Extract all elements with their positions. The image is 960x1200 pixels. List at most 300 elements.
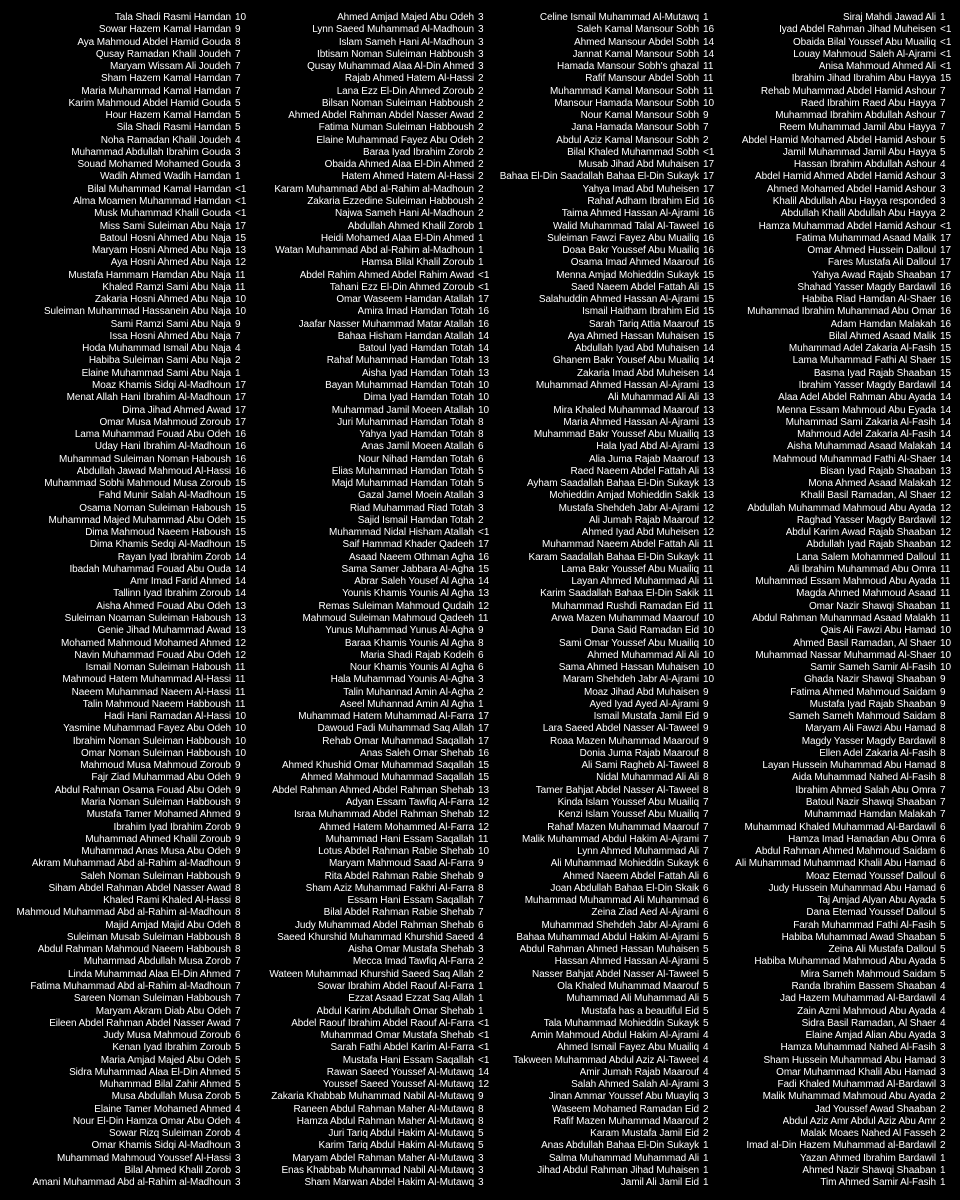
age-value: 3 [235, 1140, 241, 1152]
list-item [722, 159, 954, 171]
age-value: 5 [703, 931, 709, 943]
person-name: Saed Naeem Abdel Fattah Ali [571, 281, 699, 293]
age-value: 6 [478, 441, 484, 453]
person-name: Abdullah Ahmed Khalil Zorob [347, 220, 474, 232]
age-value: 12 [478, 600, 490, 612]
person-name: Jannat Kamal Mansour Sobh [572, 48, 699, 60]
list-item [493, 969, 717, 981]
age-value: 9 [703, 686, 709, 698]
person-name: Roaa Mazen Muhammad Maarouf [549, 735, 699, 747]
list-item [252, 907, 492, 919]
list-item [493, 1030, 717, 1042]
list-item [252, 871, 492, 883]
list-item [493, 1128, 717, 1140]
age-value: 13 [703, 392, 715, 404]
list-item [722, 392, 954, 404]
person-name: Ismail Mustafa Jamil Eid [593, 711, 699, 723]
age-value: 17 [940, 269, 952, 281]
age-value: 14 [703, 367, 715, 379]
list-item [0, 687, 249, 699]
list-item [493, 736, 717, 748]
list-item [493, 809, 717, 821]
age-value: 6 [478, 649, 484, 661]
age-value: 5 [478, 1140, 484, 1152]
person-name: Omar Waseem Hamdan Atallah [336, 294, 474, 306]
list-item [252, 1153, 492, 1165]
list-item [252, 380, 492, 392]
person-name: Lana Ezz El-Din Ahmed Zoroub [336, 85, 474, 97]
age-value: 13 [703, 453, 715, 465]
list-item [493, 380, 717, 392]
list-item [722, 613, 954, 625]
age-value: 17 [235, 416, 247, 428]
list-item [252, 969, 492, 981]
person-name: Ali Muhammad Ali Ali [607, 392, 699, 404]
list-item [493, 490, 717, 502]
person-name: Elaine Muhammad Fayez Abu Odeh [316, 134, 474, 146]
list-item [0, 73, 249, 85]
list-item [252, 478, 492, 490]
list-item [252, 466, 492, 478]
age-value: 10 [478, 392, 490, 404]
age-value: 1 [478, 232, 484, 244]
list-item [722, 822, 954, 834]
list-item [722, 662, 954, 674]
list-item [0, 993, 249, 1005]
list-item [722, 257, 954, 269]
age-value: 12 [478, 821, 490, 833]
list-item [722, 1104, 954, 1116]
person-name: Dima Iyad Hamdan Totah [363, 392, 474, 404]
person-name: Mustafa Hani Essam Saqallah [342, 1054, 474, 1066]
age-value: 9 [940, 698, 946, 710]
list-item [252, 895, 492, 907]
person-name: Eileen Abdel Rahman Abdel Nasser Awad [49, 1017, 231, 1029]
list-item [722, 110, 954, 122]
age-value: 3 [478, 61, 484, 73]
list-item [0, 24, 249, 36]
list-item [493, 625, 717, 637]
age-value: 2 [478, 110, 484, 122]
list-item [0, 552, 249, 564]
person-name: Muhammad Ibrahim Muhammad Abu Omar [747, 306, 936, 318]
age-value: 4 [235, 134, 241, 146]
person-name: Naeem Muhammad Naeem Al-Hassi [71, 686, 231, 698]
list-item [252, 196, 492, 208]
person-name: Ayham Saadallah Bahaa El-Din Sukayk [527, 478, 699, 490]
age-value: 16 [235, 441, 247, 453]
person-name: Elaine Tamer Mohamed Ahmed [94, 1103, 231, 1115]
age-value: 1 [703, 1140, 709, 1152]
list-item [252, 527, 492, 539]
list-item [722, 564, 954, 576]
list-item [0, 650, 249, 662]
age-value: 15 [235, 502, 247, 514]
list-item [493, 1042, 717, 1054]
list-item [0, 61, 249, 73]
age-value: 1 [940, 12, 946, 23]
person-name: Maryam Ali Fawzi Abu Hamad [805, 723, 936, 735]
list-item [493, 257, 717, 269]
person-name: Maryam Wissam Ali Joudeh [110, 61, 231, 73]
person-name: Abdel Hamid Ahmed Abdel Hamid Ashour [755, 171, 936, 183]
person-name: Anas Saleh Omar Shehab [360, 747, 474, 759]
list-item [722, 981, 954, 993]
age-value: 13 [703, 429, 715, 441]
person-name: Linda Muhammad Alaa El-Din Ahmed [67, 968, 231, 980]
person-name: Bahaa El-Din Saadallah Bahaa El-Din Sukayk [499, 171, 699, 183]
age-value: 8 [940, 772, 946, 784]
person-name: Muhammad Sami Zakaria Al-Fasih [785, 416, 936, 428]
age-value: 1 [703, 12, 709, 23]
age-value: 5 [235, 1054, 241, 1066]
list-item [722, 343, 954, 355]
age-value: 5 [235, 110, 241, 122]
person-name: Karam Mustafa Jamil Eid [590, 1128, 699, 1140]
age-value: 4 [940, 980, 946, 992]
person-name: Yahya Imad Abd Muheisen [582, 183, 699, 195]
list-item [0, 257, 249, 269]
list-item [493, 221, 717, 233]
person-name: Suleiman Fawzi Fayez Abu Muailiq [547, 232, 699, 244]
list-item [252, 331, 492, 343]
list-item [0, 147, 249, 159]
person-name: Menna Amjad Mohieddin Sukayk [556, 269, 699, 281]
person-name: Maryam Hosni Ahmed Abu Naja [91, 245, 231, 257]
age-value: 16 [703, 257, 715, 269]
age-value: 9 [703, 698, 709, 710]
age-value: 13 [703, 404, 715, 416]
person-name: Amira Imad Hamdan Totah [357, 306, 474, 318]
age-value: 16 [235, 429, 247, 441]
list-item [252, 184, 492, 196]
list-item [252, 981, 492, 993]
age-value: 16 [703, 195, 715, 207]
list-item [0, 368, 249, 380]
person-name: Shahad Yasser Magdy Bardawil [797, 281, 936, 293]
person-name: Hamza Imad Hamadan Abu Omra [788, 833, 936, 845]
list-item [0, 37, 249, 49]
person-name: Anisa Mahmoud Ahmed Ali [818, 61, 936, 73]
person-name: Kenzi Islam Youssef Abu Muailiq [558, 809, 699, 821]
list-item [0, 1116, 249, 1128]
list-item [493, 858, 717, 870]
list-item [493, 331, 717, 343]
age-value: 15 [235, 232, 247, 244]
age-value: 8 [235, 907, 241, 919]
age-value: 13 [478, 588, 490, 600]
list-item [722, 1018, 954, 1030]
age-value: 11 [235, 686, 246, 698]
age-value: 1 [478, 257, 484, 269]
list-item [0, 588, 249, 600]
age-value: 2 [478, 97, 484, 109]
person-name: Abrar Saleh Yousef Al Agha [354, 576, 474, 588]
list-item [722, 785, 954, 797]
age-value: 12 [235, 649, 247, 661]
person-name: Aida Muhammad Nahed Al-Fasih [792, 772, 936, 784]
list-item [0, 122, 249, 134]
person-name: Navin Muhammad Fouad Abu Odeh [74, 649, 231, 661]
age-value: <1 [703, 146, 715, 158]
age-value: 17 [478, 294, 490, 306]
list-item [722, 846, 954, 858]
age-value: 7 [235, 993, 241, 1005]
age-value: 5 [235, 97, 241, 109]
list-item [252, 147, 492, 159]
list-item [252, 772, 492, 784]
age-value: 1 [478, 993, 484, 1005]
person-name: Tamer Bahjat Abdel Nasser Al-Taweel [535, 784, 699, 796]
person-name: Muhammad Nidal Hisham Atallah [329, 527, 474, 539]
age-value: 15 [478, 760, 490, 772]
age-value: 13 [703, 465, 715, 477]
person-name: Judy Musa Mahmoud Zoroub [103, 1030, 231, 1042]
list-item [722, 171, 954, 183]
list-item [252, 687, 492, 699]
age-value: 9 [703, 711, 709, 723]
person-name: Hassan Ibrahim Abdullah Ashour [793, 159, 936, 171]
person-name: Abdul Rahman Osama Fouad Abu Odeh [54, 784, 231, 796]
person-name: Jana Hamada Mansour Sobh [571, 122, 699, 134]
list-item [252, 920, 492, 932]
list-item [0, 932, 249, 944]
list-item [252, 1018, 492, 1030]
age-value: 8 [235, 895, 241, 907]
list-item [722, 650, 954, 662]
person-name: Mahmoud Adel Zakaria Al-Fasih [797, 429, 936, 441]
age-value: 17 [703, 183, 715, 195]
list-item [493, 233, 717, 245]
person-name: Sowar Ibrahim Abdel Raouf Al-Farra [317, 980, 474, 992]
person-name: Zeina Ali Mustafa Dalloul [828, 944, 936, 956]
age-value: 2 [703, 1128, 709, 1140]
age-value: 12 [235, 257, 247, 269]
age-value: 6 [703, 907, 709, 919]
age-value: 9 [235, 797, 241, 808]
person-name: Layan Ahmed Muhammad Ali [571, 576, 699, 588]
list-item [722, 1177, 954, 1189]
age-value: <1 [235, 195, 247, 207]
list-item [722, 809, 954, 821]
person-name: Ibrahim Jihad Ibrahim Abu Hayya [791, 73, 936, 85]
age-value: 7 [235, 1017, 241, 1029]
age-value: 16 [478, 306, 490, 318]
person-name: Abdullah Iyad Abd Muhaisen [574, 343, 699, 355]
person-name: Habiba Muhammad Awad Shaaban [781, 931, 936, 943]
person-name: Khalil Abdullah Abu Hayya responded [772, 195, 936, 207]
list-item [0, 1055, 249, 1067]
person-name: Judy Hussein Muhammad Abu Hamad [768, 882, 936, 894]
list-item [493, 1140, 717, 1152]
age-value: 15 [703, 318, 715, 330]
person-name: Siham Abdel Rahman Abdel Nasser Awad [48, 882, 231, 894]
age-value: 12 [478, 1079, 490, 1091]
person-name: Omar Nazir Shawqi Shaaban [808, 600, 936, 612]
age-value: 9 [235, 809, 241, 821]
person-name: Miss Sami Suleiman Abu Naja [99, 220, 231, 232]
list-item [493, 920, 717, 932]
list-item [493, 1091, 717, 1103]
age-value: 9 [478, 858, 484, 870]
age-value: 11 [235, 698, 246, 710]
list-item [493, 944, 717, 956]
person-name: Kinda Islam Youssef Abu Muailiq [557, 797, 699, 808]
age-value: 11 [235, 674, 246, 686]
age-value: 10 [940, 662, 952, 674]
list-item [252, 760, 492, 772]
age-value: 14 [235, 576, 247, 588]
age-value: <1 [235, 183, 247, 195]
list-item [252, 110, 492, 122]
list-item [493, 49, 717, 61]
age-value: 3 [478, 48, 484, 60]
list-item [0, 797, 249, 809]
person-name: Sham Hussein Muhammad Abu Hamad [763, 1054, 936, 1066]
list-item [0, 969, 249, 981]
person-name: Heidi Mohamed Alaa El-Din Ahmed [320, 232, 474, 244]
person-name: Noha Ramadan Khalil Joudeh [100, 134, 231, 146]
list-item [252, 650, 492, 662]
person-name: Lama Muhammad Fouad Abu Odeh [74, 429, 231, 441]
age-value: 13 [703, 441, 715, 453]
person-name: Baraa Iyad Ibrahim Zorob [363, 146, 474, 158]
person-name: Ayed Iyad Ayed Al-Ajrami [589, 698, 699, 710]
age-value: 11 [703, 563, 714, 575]
person-name: Wadih Ahmed Wadih Hamdan [100, 171, 231, 183]
list-item [0, 86, 249, 98]
person-name: Ali Sami Ragheb Al-Taweel [581, 760, 699, 772]
person-name: Elaine Amjad Alian Abu Ayada [805, 1030, 936, 1042]
list-item [252, 49, 492, 61]
age-value: 13 [235, 600, 247, 612]
person-name: Farah Muhammad Fathi Al-Fasih [793, 919, 936, 931]
person-name: Ibrahim Yasser Magdy Bardawil [798, 379, 936, 391]
list-item [252, 539, 492, 551]
age-value: 3 [235, 159, 241, 171]
person-name: Jamil Muhammad Jamil Abu Hayya [782, 146, 936, 158]
age-value: 2 [478, 195, 484, 207]
age-value: 1 [703, 1177, 709, 1189]
person-name: Bilal Abdel Rahman Rabie Shehab [323, 907, 474, 919]
list-item [0, 417, 249, 429]
person-name: Salahuddin Ahmed Hassan Al-Ajrami [538, 294, 699, 306]
person-name: Fadi Khaled Muhammad Al-Bardawil [777, 1079, 936, 1091]
list-item [493, 687, 717, 699]
list-item [722, 49, 954, 61]
person-name: Lana Salem Mohammed Dalloul [796, 551, 936, 563]
person-name: Lotus Abdel Rahman Rabie Shehab [318, 846, 474, 858]
age-value: 15 [703, 269, 715, 281]
age-value: 13 [703, 478, 715, 490]
age-value: 12 [703, 502, 715, 514]
list-item [252, 809, 492, 821]
list-item [252, 294, 492, 306]
list-item [0, 858, 249, 870]
age-value: 9 [235, 821, 241, 833]
age-value: 12 [940, 502, 952, 514]
list-item [252, 723, 492, 735]
age-value: 13 [235, 613, 247, 625]
person-name: Musab Jihad Abd Muhaisen [578, 159, 699, 171]
list-item [0, 294, 249, 306]
list-item [722, 294, 954, 306]
age-value: 4 [235, 1115, 241, 1127]
age-value: 14 [703, 48, 715, 60]
names-column-2 [252, 12, 492, 1190]
age-value: 17 [235, 392, 247, 404]
list-item [0, 1140, 249, 1152]
list-item [0, 466, 249, 478]
age-value: 6 [235, 1030, 241, 1042]
person-name: Younis Khamis Younis Al Agha [342, 588, 474, 600]
age-value: 13 [940, 465, 952, 477]
age-value: 9 [235, 772, 241, 784]
person-name: Adyan Essam Tawfiq Al-Farra [345, 797, 474, 808]
list-item [493, 368, 717, 380]
list-item [493, 454, 717, 466]
age-value: 10 [940, 649, 952, 661]
person-name: Jad Hazem Muhammad Al-Bardawil [780, 993, 936, 1005]
age-value: 1 [703, 1164, 709, 1176]
age-value: 9 [478, 1091, 484, 1103]
list-item [0, 515, 249, 527]
person-name: Magdy Yasser Magdy Bardawil [801, 735, 936, 747]
names-column-1 [0, 12, 249, 1190]
age-value: 10 [478, 404, 490, 416]
person-name: Mohieddin Amjad Mohieddin Sakik [549, 490, 699, 502]
person-name: Aisha Omar Mustafa Shehab [348, 944, 474, 956]
list-item [252, 699, 492, 711]
person-name: Musk Muhammad Khalil Gouda [94, 208, 231, 220]
age-value: 17 [478, 539, 490, 551]
age-value: 2 [703, 1115, 709, 1127]
list-item [493, 797, 717, 809]
age-value: 5 [235, 1091, 241, 1103]
list-item [252, 515, 492, 527]
list-item [0, 98, 249, 110]
person-name: Abdul Rahman Mahmoud Naeem Habboush [37, 944, 231, 956]
age-value: 16 [940, 281, 952, 293]
person-name: Alma Moamen Muhammad Hamdan [73, 195, 231, 207]
age-value: 5 [478, 1128, 484, 1140]
age-value: 6 [478, 919, 484, 931]
list-item [252, 282, 492, 294]
list-item [0, 760, 249, 772]
age-value: <1 [478, 269, 490, 281]
age-value: <1 [235, 208, 247, 220]
list-item [722, 1128, 954, 1140]
list-item [493, 270, 717, 282]
age-value: 10 [478, 379, 490, 391]
names-column-4 [722, 12, 954, 1190]
person-name: Zain Azmi Mahmoud Abu Ayada [797, 1005, 936, 1017]
list-item [722, 932, 954, 944]
age-value: 11 [940, 613, 951, 625]
age-value: 5 [703, 980, 709, 992]
list-item [493, 503, 717, 515]
person-name: Yahya Awad Rajab Shaaban [812, 269, 936, 281]
age-value: 15 [940, 343, 952, 355]
list-item [0, 956, 249, 968]
list-item [0, 110, 249, 122]
age-value: 7 [478, 895, 484, 907]
person-name: Siraj Mahdi Jawad Ali [843, 12, 936, 23]
person-name: Salah Ahmed Salah Al-Ajrami [571, 1079, 699, 1091]
list-item [722, 490, 954, 502]
age-value: 14 [478, 343, 490, 355]
list-item [722, 1091, 954, 1103]
